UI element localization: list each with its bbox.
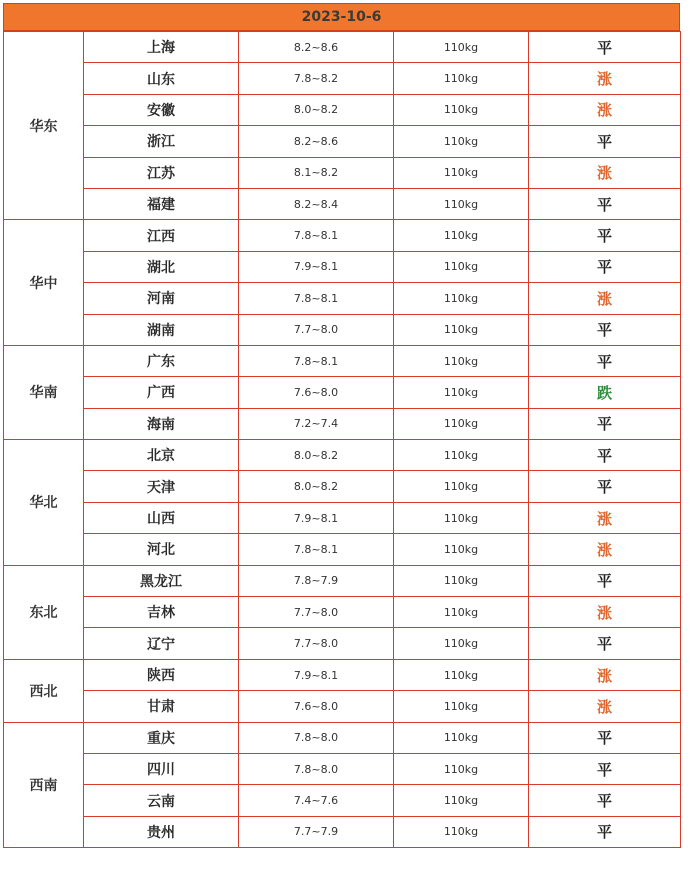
table-row	[4, 345, 681, 376]
trend-cell: 涨	[529, 283, 681, 314]
province-cell: 江苏	[84, 157, 239, 188]
trend-cell: 平	[529, 785, 681, 816]
province-cell: 河北	[84, 534, 239, 565]
region-cell: 华东	[4, 32, 84, 220]
weight-cell: 110kg	[394, 597, 529, 628]
province-cell: 福建	[84, 188, 239, 219]
price-cell: 7.7~8.0	[239, 597, 394, 628]
trend-cell: 平	[529, 565, 681, 596]
trend-cell: 平	[529, 314, 681, 345]
trend-cell: 平	[529, 440, 681, 471]
weight-cell: 110kg	[394, 816, 529, 847]
province-cell: 安徽	[84, 94, 239, 125]
price-cell: 7.7~8.0	[239, 314, 394, 345]
table-row	[4, 94, 681, 125]
weight-cell: 110kg	[394, 659, 529, 690]
table-row	[4, 126, 681, 157]
table-row	[4, 816, 681, 847]
trend-cell: 平	[529, 628, 681, 659]
weight-cell: 110kg	[394, 314, 529, 345]
table-row	[4, 63, 681, 94]
province-cell: 上海	[84, 32, 239, 63]
province-cell: 云南	[84, 785, 239, 816]
table-row	[4, 785, 681, 816]
trend-cell: 平	[529, 408, 681, 439]
weight-cell: 110kg	[394, 440, 529, 471]
trend-cell: 涨	[529, 94, 681, 125]
price-cell: 7.8~8.0	[239, 722, 394, 753]
trend-cell: 平	[529, 126, 681, 157]
trend-cell: 涨	[529, 597, 681, 628]
trend-cell: 平	[529, 32, 681, 63]
weight-cell: 110kg	[394, 157, 529, 188]
price-cell: 8.2~8.6	[239, 32, 394, 63]
price-cell: 7.8~8.1	[239, 283, 394, 314]
date-header: 2023-10-6	[3, 3, 680, 31]
weight-cell: 110kg	[394, 753, 529, 784]
price-cell: 7.2~7.4	[239, 408, 394, 439]
weight-cell: 110kg	[394, 377, 529, 408]
weight-cell: 110kg	[394, 691, 529, 722]
price-cell: 7.6~8.0	[239, 691, 394, 722]
trend-cell: 平	[529, 220, 681, 251]
price-cell: 7.6~8.0	[239, 377, 394, 408]
price-cell: 8.0~8.2	[239, 94, 394, 125]
province-cell: 贵州	[84, 816, 239, 847]
trend-cell: 跌	[529, 377, 681, 408]
price-table-body	[4, 32, 681, 848]
province-cell: 黑龙江	[84, 565, 239, 596]
table-row	[4, 628, 681, 659]
price-cell: 7.8~8.1	[239, 345, 394, 376]
table-row	[4, 659, 681, 690]
weight-cell: 110kg	[394, 283, 529, 314]
table-row	[4, 314, 681, 345]
table-row	[4, 283, 681, 314]
table-row	[4, 471, 681, 502]
price-cell: 7.8~7.9	[239, 565, 394, 596]
weight-cell: 110kg	[394, 94, 529, 125]
weight-cell: 110kg	[394, 220, 529, 251]
province-cell: 河南	[84, 283, 239, 314]
table-row	[4, 534, 681, 565]
province-cell: 重庆	[84, 722, 239, 753]
weight-cell: 110kg	[394, 408, 529, 439]
price-cell: 8.2~8.6	[239, 126, 394, 157]
weight-cell: 110kg	[394, 63, 529, 94]
weight-cell: 110kg	[394, 534, 529, 565]
price-cell: 8.0~8.2	[239, 471, 394, 502]
province-cell: 辽宁	[84, 628, 239, 659]
trend-cell: 涨	[529, 691, 681, 722]
trend-cell: 平	[529, 471, 681, 502]
region-cell: 华北	[4, 440, 84, 566]
weight-cell: 110kg	[394, 251, 529, 282]
region-cell: 华南	[4, 345, 84, 439]
weight-cell: 110kg	[394, 628, 529, 659]
province-cell: 陕西	[84, 659, 239, 690]
province-cell: 海南	[84, 408, 239, 439]
table-row	[4, 32, 681, 63]
table-row	[4, 377, 681, 408]
weight-cell: 110kg	[394, 722, 529, 753]
table-row	[4, 188, 681, 219]
price-cell: 7.8~8.0	[239, 753, 394, 784]
price-table-container	[3, 3, 680, 848]
province-cell: 广西	[84, 377, 239, 408]
price-cell: 7.9~8.1	[239, 659, 394, 690]
weight-cell: 110kg	[394, 565, 529, 596]
table-row	[4, 440, 681, 471]
trend-cell: 平	[529, 251, 681, 282]
price-cell: 7.9~8.1	[239, 502, 394, 533]
trend-cell: 涨	[529, 659, 681, 690]
price-cell: 7.8~8.2	[239, 63, 394, 94]
price-table	[3, 31, 681, 848]
price-cell: 7.8~8.1	[239, 534, 394, 565]
table-row	[4, 691, 681, 722]
province-cell: 湖南	[84, 314, 239, 345]
province-cell: 北京	[84, 440, 239, 471]
weight-cell: 110kg	[394, 345, 529, 376]
province-cell: 山西	[84, 502, 239, 533]
province-cell: 浙江	[84, 126, 239, 157]
province-cell: 广东	[84, 345, 239, 376]
table-row	[4, 502, 681, 533]
price-cell: 7.7~8.0	[239, 628, 394, 659]
price-cell: 7.4~7.6	[239, 785, 394, 816]
province-cell: 甘肃	[84, 691, 239, 722]
province-cell: 吉林	[84, 597, 239, 628]
trend-cell: 平	[529, 816, 681, 847]
weight-cell: 110kg	[394, 32, 529, 63]
price-cell: 8.0~8.2	[239, 440, 394, 471]
province-cell: 山东	[84, 63, 239, 94]
table-row	[4, 251, 681, 282]
province-cell: 湖北	[84, 251, 239, 282]
region-cell: 华中	[4, 220, 84, 346]
weight-cell: 110kg	[394, 188, 529, 219]
region-cell: 西北	[4, 659, 84, 722]
trend-cell: 涨	[529, 157, 681, 188]
trend-cell: 平	[529, 345, 681, 376]
price-cell: 7.9~8.1	[239, 251, 394, 282]
region-cell: 东北	[4, 565, 84, 659]
table-row	[4, 157, 681, 188]
trend-cell: 平	[529, 753, 681, 784]
table-row	[4, 408, 681, 439]
price-cell: 8.1~8.2	[239, 157, 394, 188]
table-row	[4, 565, 681, 596]
trend-cell: 平	[529, 188, 681, 219]
weight-cell: 110kg	[394, 785, 529, 816]
province-cell: 四川	[84, 753, 239, 784]
trend-cell: 平	[529, 722, 681, 753]
table-row	[4, 597, 681, 628]
weight-cell: 110kg	[394, 502, 529, 533]
weight-cell: 110kg	[394, 471, 529, 502]
price-cell: 7.7~7.9	[239, 816, 394, 847]
trend-cell: 涨	[529, 63, 681, 94]
province-cell: 天津	[84, 471, 239, 502]
table-row	[4, 220, 681, 251]
table-row	[4, 753, 681, 784]
province-cell: 江西	[84, 220, 239, 251]
price-cell: 8.2~8.4	[239, 188, 394, 219]
region-cell: 西南	[4, 722, 84, 848]
trend-cell: 涨	[529, 534, 681, 565]
table-row	[4, 722, 681, 753]
trend-cell: 涨	[529, 502, 681, 533]
price-cell: 7.8~8.1	[239, 220, 394, 251]
weight-cell: 110kg	[394, 126, 529, 157]
